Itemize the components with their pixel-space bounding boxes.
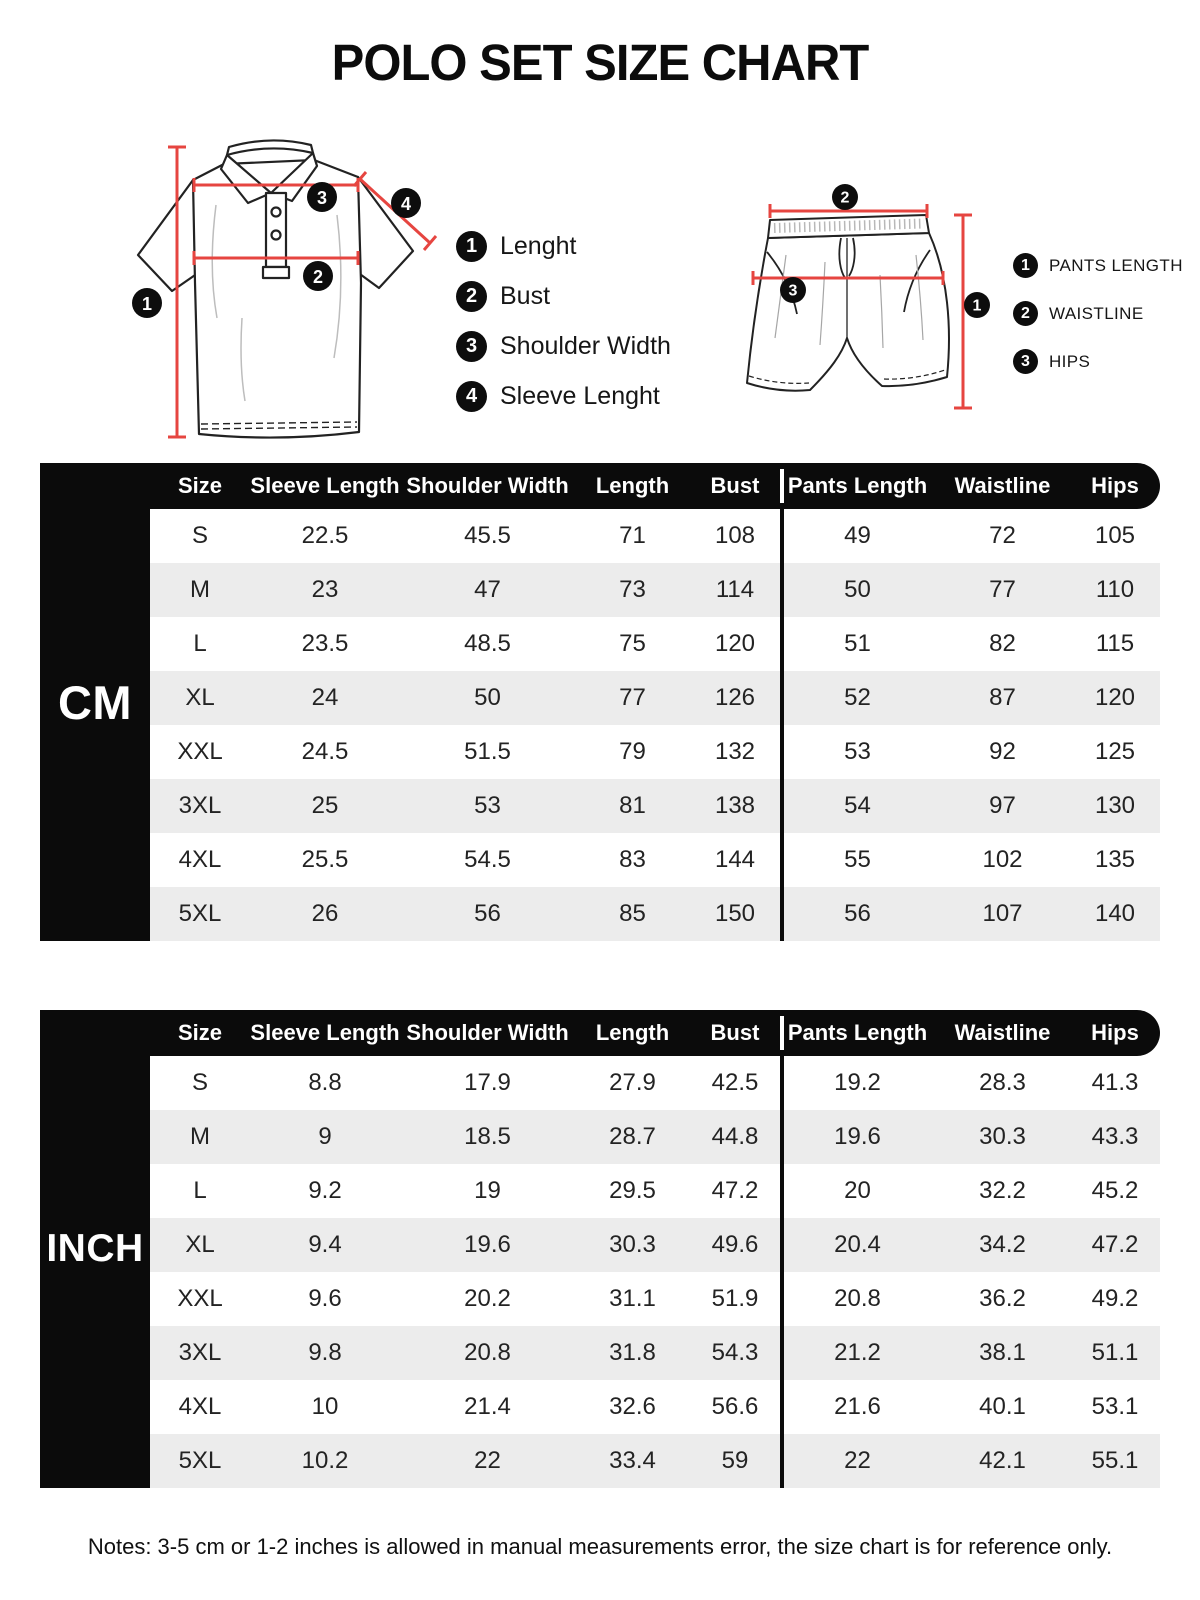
measurement-value: 87 <box>989 684 1016 711</box>
measurement-value: 55 <box>844 846 871 873</box>
measurement-value: 20.8 <box>834 1285 881 1312</box>
measurement-value: 29.5 <box>609 1177 656 1204</box>
measurement-value: 34.2 <box>979 1231 1026 1258</box>
column-header-hips: Hips <box>1091 1020 1139 1045</box>
size-label: 3XL <box>178 792 222 819</box>
size-label: 4XL <box>178 1393 222 1420</box>
number-badge-2: 2 <box>1013 301 1038 326</box>
cm-row-5xl <box>150 887 1160 941</box>
measurement-value: 75 <box>619 630 646 657</box>
measurement-value: 72 <box>989 522 1016 549</box>
measurement-value: 110 <box>1095 576 1135 603</box>
measurement-value: 114 <box>715 576 755 603</box>
measurement-value: 107 <box>982 900 1023 927</box>
measurement-value: 20.4 <box>834 1231 881 1258</box>
measurement-value: 53.1 <box>1091 1393 1139 1420</box>
measurement-value: 48.5 <box>464 630 511 657</box>
size-label: XXL <box>177 1285 223 1312</box>
measurement-value: 77 <box>619 684 646 711</box>
measurement-value: 81 <box>619 792 646 819</box>
measurement-value: 28.3 <box>979 1069 1026 1096</box>
measurement-value: 27.9 <box>609 1069 656 1096</box>
svg-text:1: 1 <box>141 294 153 314</box>
measurement-value: 9 <box>318 1123 332 1150</box>
measurement-value: 108 <box>714 522 756 549</box>
measurement-value: 54.3 <box>711 1339 759 1366</box>
size-table-inch <box>40 1010 1160 1488</box>
measurement-value: 138 <box>714 792 756 819</box>
cm-row-xxl <box>150 725 1160 779</box>
measurement-value: 19.2 <box>834 1069 881 1096</box>
measurement-value: 126 <box>714 684 756 711</box>
measurement-value: 28.7 <box>609 1123 656 1150</box>
inch-table-header-row <box>40 1010 1160 1056</box>
column-header-waistline: Waistline <box>954 1020 1051 1045</box>
measurement-value: 51.5 <box>464 738 511 765</box>
measurement-value: 102 <box>982 846 1023 873</box>
measurement-value: 41.3 <box>1091 1069 1139 1096</box>
measurement-value: 19.6 <box>464 1231 511 1258</box>
inch-table-body <box>150 1056 1160 1488</box>
legend-item-waistline <box>1013 301 1183 326</box>
measurement-value: 17.9 <box>464 1069 511 1096</box>
measurement-value: 20.2 <box>464 1285 511 1312</box>
measurement-value: 49.2 <box>1091 1285 1139 1312</box>
size-label: 3XL <box>178 1339 222 1366</box>
column-header-pants-length: Pants Length <box>787 1020 928 1045</box>
measurement-value: 21.2 <box>834 1339 881 1366</box>
measurement-value: 55.1 <box>1091 1447 1139 1474</box>
size-label: XXL <box>177 738 223 765</box>
number-badge-3: 3 <box>456 331 487 362</box>
measurement-value: 38.1 <box>979 1339 1026 1366</box>
measurement-value: 21.4 <box>464 1393 511 1420</box>
measurement-value: 132 <box>714 738 756 765</box>
legend-label: WAISTLINE <box>1049 303 1144 323</box>
measurement-value: 56 <box>474 900 501 927</box>
measurement-value: 32.2 <box>979 1177 1026 1204</box>
measurement-value: 8.8 <box>308 1069 342 1096</box>
measurement-value: 53 <box>844 738 871 765</box>
measurement-value: 33.4 <box>609 1447 656 1474</box>
inch-row-xl <box>150 1218 1160 1272</box>
polo-button-1 <box>272 208 281 217</box>
measurement-value: 32.6 <box>609 1393 656 1420</box>
column-header-bust: Bust <box>710 1020 760 1045</box>
measurement-value: 42.5 <box>711 1069 759 1096</box>
measurement-value: 43.3 <box>1091 1123 1139 1150</box>
measurement-value: 82 <box>989 630 1016 657</box>
measurement-value: 135 <box>1094 846 1136 873</box>
number-badge-4: 4 <box>456 381 487 412</box>
measurement-value: 20 <box>844 1177 871 1204</box>
cm-row-xl <box>150 671 1160 725</box>
inch-row-4xl <box>150 1380 1160 1434</box>
polo-button-2 <box>272 231 281 240</box>
size-label: 5XL <box>178 1447 222 1474</box>
column-header-size: Size <box>177 473 223 498</box>
column-header-size: Size <box>177 1020 223 1045</box>
cm-row-l <box>150 617 1160 671</box>
shorts-diagram <box>730 180 1000 430</box>
measurement-value: 26 <box>311 900 339 927</box>
measurement-value: 22 <box>844 1447 871 1474</box>
measurement-value: 54 <box>844 792 871 819</box>
size-label: S <box>191 522 208 549</box>
legend-label: PANTS LENGTH <box>1049 255 1183 275</box>
number-badge-1: 1 <box>1013 253 1038 278</box>
measurement-value: 51 <box>844 630 871 657</box>
header-divider <box>780 469 784 503</box>
size-label: XL <box>185 684 215 711</box>
shirt-measure-legend <box>456 231 671 412</box>
column-header-shoulder-width: Shoulder Width <box>406 473 569 498</box>
inch-row-5xl <box>150 1434 1160 1488</box>
measurement-value: 19 <box>474 1177 501 1204</box>
size-table-cm <box>40 463 1160 941</box>
column-header-bust: Bust <box>710 473 760 498</box>
measurement-value: 9.8 <box>308 1339 342 1366</box>
measurement-value: 45.5 <box>464 522 511 549</box>
polo-placket-tab <box>263 267 289 278</box>
measurement-value: 30.3 <box>979 1123 1026 1150</box>
measurement-value: 97 <box>989 792 1016 819</box>
cm-row-s <box>150 509 1160 563</box>
measurement-value: 77 <box>989 576 1016 603</box>
measurement-value: 56 <box>844 900 871 927</box>
measurement-value: 105 <box>1094 522 1136 549</box>
column-header-length: Length <box>595 473 670 498</box>
measurement-value: 59 <box>721 1447 749 1474</box>
size-label: M <box>190 1123 210 1150</box>
cm-row-3xl <box>150 779 1160 833</box>
measurement-value: 30.3 <box>609 1231 656 1258</box>
measurement-value: 115 <box>1095 630 1135 657</box>
cm-table-body <box>150 509 1160 941</box>
legend-label: HIPS <box>1049 351 1091 371</box>
cm-row-m <box>150 563 1160 617</box>
header-divider <box>780 1016 784 1050</box>
measurement-value: 23.5 <box>301 630 349 657</box>
inch-row-m <box>150 1110 1160 1164</box>
svg-text:3: 3 <box>316 188 328 208</box>
measurement-value: 51.1 <box>1091 1339 1139 1366</box>
cm-table-column-divider <box>780 509 784 941</box>
measurement-value: 79 <box>619 738 646 765</box>
inch-row-xxl <box>150 1272 1160 1326</box>
column-header-shoulder-width: Shoulder Width <box>406 1020 569 1045</box>
measurement-value: 22.5 <box>301 522 349 549</box>
measurement-value: 9.6 <box>308 1285 342 1312</box>
measurement-value: 47.2 <box>1091 1231 1139 1258</box>
measurement-value: 19.6 <box>834 1123 881 1150</box>
svg-text:2: 2 <box>840 189 850 207</box>
svg-text:1: 1 <box>972 297 982 315</box>
measurement-value: 24 <box>311 684 339 711</box>
measurement-value: 53 <box>474 792 501 819</box>
inch-table-column-divider <box>780 1056 784 1488</box>
measurement-value: 23 <box>311 576 339 603</box>
measurement-value: 56.6 <box>711 1393 759 1420</box>
page-title: POLO SET SIZE CHART <box>331 34 869 91</box>
measurement-value: 42.1 <box>979 1447 1026 1474</box>
measurement-value: 31.8 <box>609 1339 656 1366</box>
column-header-waistline: Waistline <box>954 473 1051 498</box>
measurement-value: 22 <box>474 1447 501 1474</box>
inch-row-s <box>150 1056 1160 1110</box>
size-label: 5XL <box>178 900 222 927</box>
measurement-value: 50 <box>844 576 871 603</box>
shorts-body <box>747 233 949 391</box>
measurement-value: 73 <box>619 576 646 603</box>
polo-left-sleeve <box>138 180 198 291</box>
unit-label-cm: CM <box>40 463 150 941</box>
measurement-value: 54.5 <box>464 846 511 873</box>
measurement-value: 24.5 <box>301 738 349 765</box>
svg-text:2: 2 <box>312 267 324 287</box>
measurement-value: 140 <box>1094 900 1136 927</box>
measurement-value: 125 <box>1094 738 1136 765</box>
shorts-measure-legend <box>1013 253 1183 374</box>
measurement-value: 40.1 <box>979 1393 1026 1420</box>
number-badge-1: 1 <box>456 231 487 262</box>
column-header-sleeve-length: Sleeve Length <box>250 1020 400 1045</box>
column-header-sleeve-length: Sleeve Length <box>250 473 400 498</box>
cm-table-header-row <box>40 463 1160 509</box>
inch-row-l <box>150 1164 1160 1218</box>
column-header-hips: Hips <box>1091 473 1139 498</box>
measurement-value: 10.2 <box>301 1447 349 1474</box>
measurement-value: 49.6 <box>711 1231 759 1258</box>
measurement-value: 85 <box>619 900 646 927</box>
column-header-length: Length <box>595 1020 670 1045</box>
measurement-value: 18.5 <box>464 1123 511 1150</box>
measurement-value: 49 <box>844 522 871 549</box>
notes-text: Notes: 3-5 cm or 1-2 inches is allowed in manual measurements error, the size chart is for reference only. <box>87 1534 1113 1559</box>
number-badge-3: 3 <box>1013 349 1038 374</box>
legend-label: Lenght <box>500 232 577 260</box>
legend-label: Sleeve Lenght <box>500 382 660 410</box>
measurement-value: 47 <box>474 576 501 603</box>
measurement-value: 120 <box>714 630 756 657</box>
size-label: XL <box>185 1231 215 1258</box>
polo-shirt-diagram <box>120 133 450 448</box>
measurement-value: 92 <box>989 738 1016 765</box>
measurement-value: 50 <box>474 684 501 711</box>
measurement-value: 51.9 <box>711 1285 759 1312</box>
size-label: L <box>193 1177 207 1204</box>
measurement-value: 120 <box>1094 684 1136 711</box>
legend-label: Shoulder Width <box>500 332 671 360</box>
measurement-value: 44.8 <box>711 1123 759 1150</box>
measurement-value: 25.5 <box>301 846 349 873</box>
cm-row-4xl <box>150 833 1160 887</box>
measurement-value: 31.1 <box>609 1285 656 1312</box>
legend-item-hips <box>1013 349 1183 374</box>
legend-item-sleeve-lenght <box>456 381 671 412</box>
legend-item-shoulder-width <box>456 331 671 362</box>
measurement-value: 20.8 <box>464 1339 511 1366</box>
size-label: L <box>193 630 207 657</box>
measurement-value: 9.2 <box>308 1177 342 1204</box>
number-badge-2: 2 <box>456 281 487 312</box>
measurement-value: 21.6 <box>834 1393 881 1420</box>
unit-label-inch: INCH <box>40 1010 150 1488</box>
legend-item-lenght <box>456 231 671 262</box>
svg-text:4: 4 <box>400 194 412 214</box>
measurement-value: 144 <box>714 846 756 873</box>
legend-item-pants-length <box>1013 253 1183 278</box>
size-label: S <box>191 1069 208 1096</box>
size-label: M <box>190 576 210 603</box>
legend-label: Bust <box>500 282 551 310</box>
polo-collar-band <box>227 140 313 155</box>
inch-row-3xl <box>150 1326 1160 1380</box>
measurement-value: 9.4 <box>308 1231 342 1258</box>
svg-text:3: 3 <box>788 282 798 300</box>
measurement-value: 25 <box>311 792 339 819</box>
size-label: 4XL <box>178 846 222 873</box>
measurement-value: 36.2 <box>979 1285 1026 1312</box>
column-header-pants-length: Pants Length <box>787 473 928 498</box>
measurement-value: 45.2 <box>1091 1177 1139 1204</box>
measurement-value: 83 <box>619 846 646 873</box>
legend-item-bust <box>456 281 671 312</box>
measurement-value: 10 <box>311 1393 339 1420</box>
measurement-value: 47.2 <box>711 1177 759 1204</box>
measurement-value: 52 <box>844 684 871 711</box>
measurement-value: 150 <box>714 900 756 927</box>
measurement-value: 71 <box>619 522 646 549</box>
measurement-value: 130 <box>1094 792 1136 819</box>
